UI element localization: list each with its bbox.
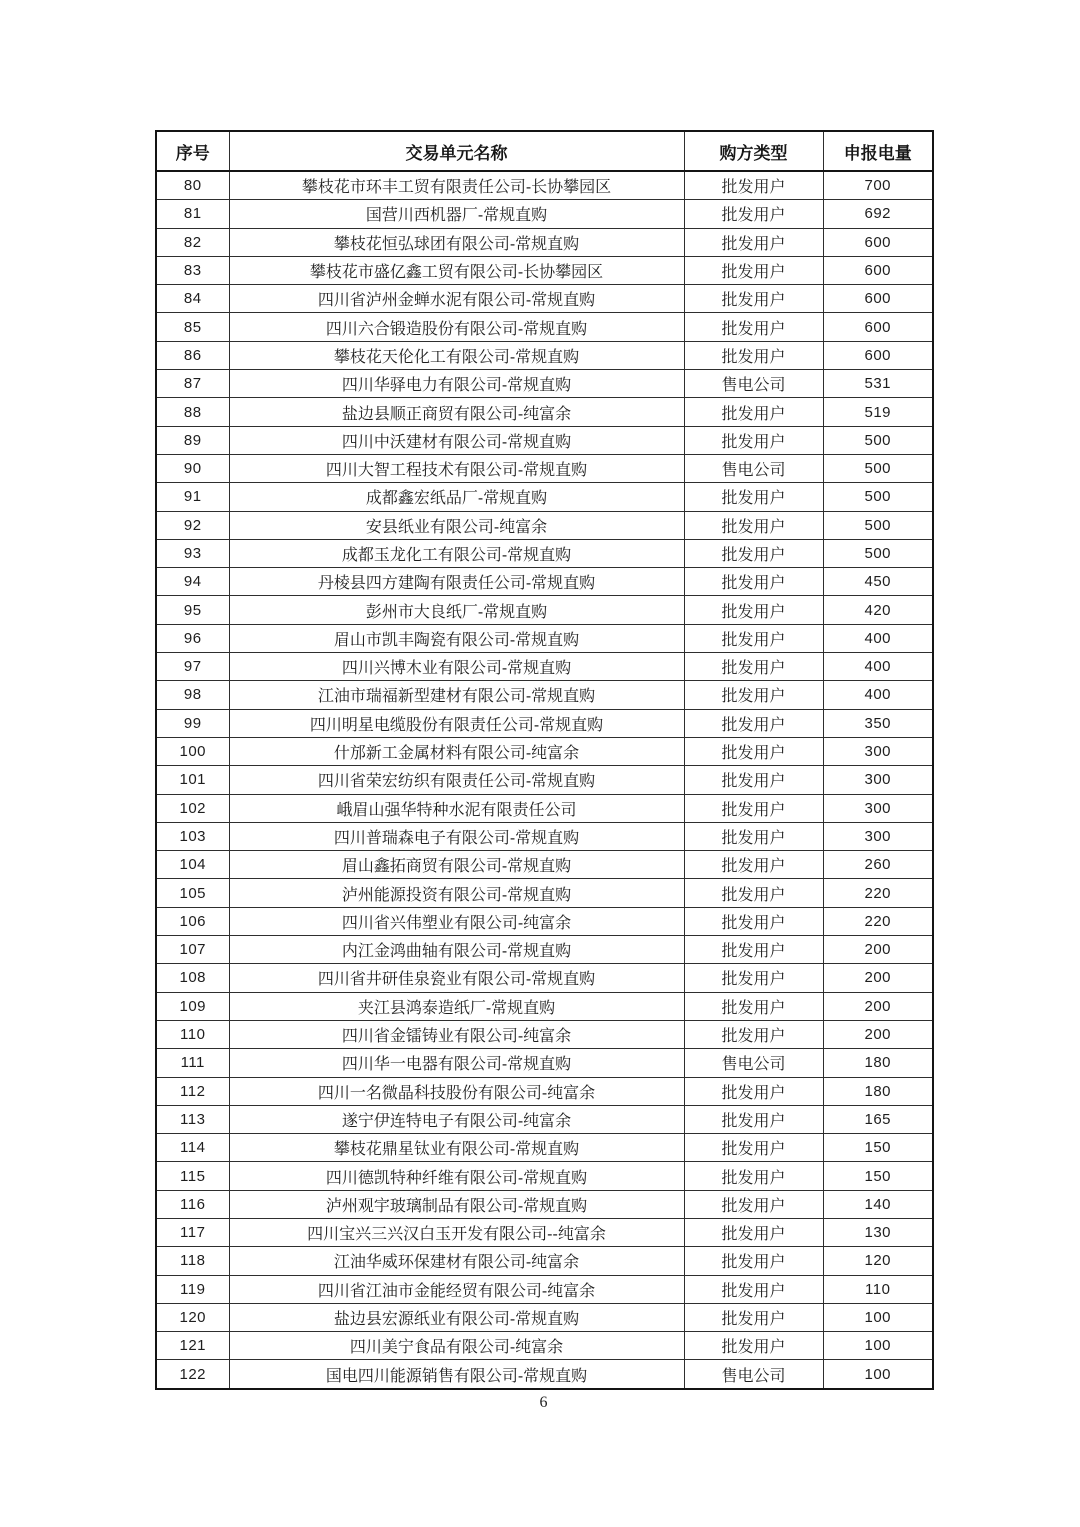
table-row [156, 1190, 933, 1218]
cell-buyer-type: 批发用户 [684, 794, 823, 822]
table-row [156, 596, 933, 624]
table-row [156, 737, 933, 765]
cell-unit-name: 攀枝花天伦化工有限公司-常规直购 [229, 341, 684, 369]
cell-serial: 101 [156, 766, 229, 794]
cell-declared-qty: 300 [823, 737, 933, 765]
cell-declared-qty: 100 [823, 1332, 933, 1360]
cell-buyer-type: 批发用户 [684, 228, 823, 256]
cell-buyer-type: 批发用户 [684, 936, 823, 964]
table-row [156, 1247, 933, 1275]
cell-declared-qty: 200 [823, 1020, 933, 1048]
cell-declared-qty: 600 [823, 341, 933, 369]
cell-buyer-type: 批发用户 [684, 1332, 823, 1360]
cell-unit-name: 四川省兴伟塑业有限公司-纯富余 [229, 907, 684, 935]
column-header-unit-name: 交易单元名称 [229, 131, 684, 171]
cell-declared-qty: 519 [823, 398, 933, 426]
cell-buyer-type: 批发用户 [684, 1020, 823, 1048]
cell-unit-name: 四川中沃建材有限公司-常规直购 [229, 426, 684, 454]
table-row [156, 964, 933, 992]
table-row [156, 851, 933, 879]
cell-declared-qty: 130 [823, 1218, 933, 1246]
table-row [156, 709, 933, 737]
cell-declared-qty: 200 [823, 936, 933, 964]
cell-serial: 87 [156, 370, 229, 398]
table-row [156, 1105, 933, 1133]
cell-buyer-type: 批发用户 [684, 1190, 823, 1218]
cell-unit-name: 攀枝花恒弘球团有限公司-常规直购 [229, 228, 684, 256]
cell-serial: 113 [156, 1105, 229, 1133]
cell-serial: 96 [156, 624, 229, 652]
table-row [156, 1303, 933, 1331]
table-row [156, 313, 933, 341]
cell-unit-name: 四川美宁食品有限公司-纯富余 [229, 1332, 684, 1360]
cell-declared-qty: 500 [823, 511, 933, 539]
table-row [156, 1162, 933, 1190]
cell-unit-name: 攀枝花鼎星钛业有限公司-常规直购 [229, 1134, 684, 1162]
cell-declared-qty: 180 [823, 1077, 933, 1105]
cell-serial: 105 [156, 879, 229, 907]
cell-declared-qty: 350 [823, 709, 933, 737]
table-row [156, 285, 933, 313]
table-row [156, 454, 933, 482]
table-row [156, 936, 933, 964]
cell-serial: 116 [156, 1190, 229, 1218]
table-row [156, 568, 933, 596]
cell-buyer-type: 批发用户 [684, 1105, 823, 1133]
table-row [156, 653, 933, 681]
cell-unit-name: 成都鑫宏纸品厂-常规直购 [229, 483, 684, 511]
cell-declared-qty: 120 [823, 1247, 933, 1275]
table-header-row [156, 131, 933, 171]
table-row [156, 483, 933, 511]
cell-buyer-type: 批发用户 [684, 313, 823, 341]
cell-unit-name: 峨眉山强华特种水泥有限责任公司 [229, 794, 684, 822]
cell-serial: 102 [156, 794, 229, 822]
table-row [156, 879, 933, 907]
cell-buyer-type: 售电公司 [684, 370, 823, 398]
cell-buyer-type: 批发用户 [684, 398, 823, 426]
cell-declared-qty: 600 [823, 256, 933, 284]
cell-unit-name: 国电四川能源销售有限公司-常规直购 [229, 1360, 684, 1389]
cell-serial: 107 [156, 936, 229, 964]
cell-declared-qty: 500 [823, 483, 933, 511]
cell-unit-name: 四川明星电缆股份有限责任公司-常规直购 [229, 709, 684, 737]
cell-unit-name: 国营川西机器厂-常规直购 [229, 200, 684, 228]
cell-unit-name: 四川省荣宏纺织有限责任公司-常规直购 [229, 766, 684, 794]
cell-serial: 93 [156, 539, 229, 567]
table-row [156, 1360, 933, 1389]
table-row [156, 822, 933, 850]
cell-declared-qty: 600 [823, 228, 933, 256]
table-row [156, 1049, 933, 1077]
table-row [156, 992, 933, 1020]
cell-declared-qty: 165 [823, 1105, 933, 1133]
table-row [156, 1134, 933, 1162]
cell-declared-qty: 300 [823, 766, 933, 794]
table-row [156, 624, 933, 652]
cell-serial: 85 [156, 313, 229, 341]
table-row [156, 681, 933, 709]
cell-buyer-type: 批发用户 [684, 766, 823, 794]
cell-serial: 110 [156, 1020, 229, 1048]
cell-buyer-type: 批发用户 [684, 681, 823, 709]
cell-buyer-type: 批发用户 [684, 879, 823, 907]
table-row [156, 1020, 933, 1048]
cell-serial: 118 [156, 1247, 229, 1275]
cell-serial: 119 [156, 1275, 229, 1303]
cell-unit-name: 泸州能源投资有限公司-常规直购 [229, 879, 684, 907]
cell-unit-name: 彭州市大良纸厂-常规直购 [229, 596, 684, 624]
cell-serial: 86 [156, 341, 229, 369]
cell-buyer-type: 批发用户 [684, 1303, 823, 1331]
cell-buyer-type: 批发用户 [684, 992, 823, 1020]
table-row [156, 398, 933, 426]
cell-unit-name: 什邡新工金属材料有限公司-纯富余 [229, 737, 684, 765]
table-row [156, 426, 933, 454]
cell-serial: 83 [156, 256, 229, 284]
cell-unit-name: 江油市瑞福新型建材有限公司-常规直购 [229, 681, 684, 709]
cell-buyer-type: 售电公司 [684, 1360, 823, 1389]
cell-declared-qty: 180 [823, 1049, 933, 1077]
cell-declared-qty: 400 [823, 624, 933, 652]
cell-unit-name: 安县纸业有限公司-纯富余 [229, 511, 684, 539]
cell-declared-qty: 150 [823, 1134, 933, 1162]
cell-buyer-type: 批发用户 [684, 1218, 823, 1246]
cell-serial: 80 [156, 171, 229, 200]
declaration-volume-table [155, 130, 934, 1390]
cell-buyer-type: 批发用户 [684, 709, 823, 737]
cell-serial: 98 [156, 681, 229, 709]
cell-unit-name: 成都玉龙化工有限公司-常规直购 [229, 539, 684, 567]
table-row [156, 200, 933, 228]
cell-serial: 117 [156, 1218, 229, 1246]
cell-buyer-type: 售电公司 [684, 1049, 823, 1077]
cell-serial: 91 [156, 483, 229, 511]
cell-buyer-type: 批发用户 [684, 907, 823, 935]
table-row [156, 539, 933, 567]
cell-buyer-type: 批发用户 [684, 851, 823, 879]
cell-unit-name: 四川省泸州金蝉水泥有限公司-常规直购 [229, 285, 684, 313]
cell-declared-qty: 140 [823, 1190, 933, 1218]
table-row [156, 1332, 933, 1360]
cell-serial: 90 [156, 454, 229, 482]
cell-serial: 114 [156, 1134, 229, 1162]
cell-unit-name: 四川华一电器有限公司-常规直购 [229, 1049, 684, 1077]
cell-serial: 108 [156, 964, 229, 992]
cell-buyer-type: 批发用户 [684, 1077, 823, 1105]
cell-buyer-type: 批发用户 [684, 1247, 823, 1275]
cell-serial: 84 [156, 285, 229, 313]
cell-buyer-type: 批发用户 [684, 1275, 823, 1303]
table-row [156, 171, 933, 200]
cell-serial: 120 [156, 1303, 229, 1331]
cell-unit-name: 四川一名微晶科技股份有限公司-纯富余 [229, 1077, 684, 1105]
table-row [156, 370, 933, 398]
cell-declared-qty: 220 [823, 879, 933, 907]
cell-serial: 112 [156, 1077, 229, 1105]
table-row [156, 341, 933, 369]
table-row [156, 1218, 933, 1246]
cell-declared-qty: 260 [823, 851, 933, 879]
cell-declared-qty: 692 [823, 200, 933, 228]
cell-buyer-type: 批发用户 [684, 285, 823, 313]
cell-buyer-type: 批发用户 [684, 171, 823, 200]
cell-buyer-type: 批发用户 [684, 483, 823, 511]
cell-declared-qty: 150 [823, 1162, 933, 1190]
cell-unit-name: 内江金鸿曲轴有限公司-常规直购 [229, 936, 684, 964]
cell-unit-name: 眉山市凯丰陶瓷有限公司-常规直购 [229, 624, 684, 652]
cell-unit-name: 江油华威环保建材有限公司-纯富余 [229, 1247, 684, 1275]
cell-unit-name: 四川兴博木业有限公司-常规直购 [229, 653, 684, 681]
table-row [156, 1077, 933, 1105]
table-row [156, 228, 933, 256]
cell-declared-qty: 500 [823, 539, 933, 567]
cell-buyer-type: 批发用户 [684, 822, 823, 850]
cell-buyer-type: 批发用户 [684, 624, 823, 652]
cell-serial: 89 [156, 426, 229, 454]
cell-unit-name: 盐边县宏源纸业有限公司-常规直购 [229, 1303, 684, 1331]
cell-serial: 97 [156, 653, 229, 681]
cell-buyer-type: 批发用户 [684, 596, 823, 624]
column-header-buyer-type: 购方类型 [684, 131, 823, 171]
cell-buyer-type: 批发用户 [684, 1162, 823, 1190]
cell-buyer-type: 批发用户 [684, 256, 823, 284]
column-header-serial: 序号 [156, 131, 229, 171]
cell-declared-qty: 220 [823, 907, 933, 935]
cell-serial: 104 [156, 851, 229, 879]
cell-declared-qty: 300 [823, 794, 933, 822]
cell-declared-qty: 500 [823, 426, 933, 454]
cell-buyer-type: 批发用户 [684, 341, 823, 369]
cell-serial: 94 [156, 568, 229, 596]
column-header-declared-qty: 申报电量 [823, 131, 933, 171]
cell-serial: 103 [156, 822, 229, 850]
cell-declared-qty: 100 [823, 1303, 933, 1331]
cell-serial: 109 [156, 992, 229, 1020]
cell-buyer-type: 批发用户 [684, 653, 823, 681]
page-number: 6 [539, 1394, 548, 1411]
cell-unit-name: 攀枝花市盛亿鑫工贸有限公司-长协攀园区 [229, 256, 684, 284]
cell-unit-name: 四川德凯特种纤维有限公司-常规直购 [229, 1162, 684, 1190]
cell-serial: 95 [156, 596, 229, 624]
cell-serial: 122 [156, 1360, 229, 1389]
cell-buyer-type: 批发用户 [684, 426, 823, 454]
table-row [156, 794, 933, 822]
cell-buyer-type: 批发用户 [684, 200, 823, 228]
cell-buyer-type: 批发用户 [684, 1134, 823, 1162]
table-row [156, 1275, 933, 1303]
cell-unit-name: 四川省江油市金能经贸有限公司-纯富余 [229, 1275, 684, 1303]
cell-unit-name: 泸州观宇玻璃制品有限公司-常规直购 [229, 1190, 684, 1218]
cell-serial: 88 [156, 398, 229, 426]
cell-serial: 82 [156, 228, 229, 256]
cell-buyer-type: 批发用户 [684, 737, 823, 765]
cell-unit-name: 盐边县顺正商贸有限公司-纯富余 [229, 398, 684, 426]
cell-serial: 100 [156, 737, 229, 765]
table-row [156, 256, 933, 284]
cell-unit-name: 四川省井研佳泉瓷业有限公司-常规直购 [229, 964, 684, 992]
cell-declared-qty: 300 [823, 822, 933, 850]
cell-declared-qty: 600 [823, 313, 933, 341]
cell-declared-qty: 400 [823, 681, 933, 709]
cell-declared-qty: 110 [823, 1275, 933, 1303]
cell-serial: 121 [156, 1332, 229, 1360]
cell-declared-qty: 400 [823, 653, 933, 681]
cell-unit-name: 丹棱县四方建陶有限责任公司-常规直购 [229, 568, 684, 596]
table-row [156, 907, 933, 935]
cell-declared-qty: 100 [823, 1360, 933, 1389]
cell-unit-name: 眉山鑫拓商贸有限公司-常规直购 [229, 851, 684, 879]
cell-declared-qty: 500 [823, 454, 933, 482]
cell-unit-name: 四川省金镭铸业有限公司-纯富余 [229, 1020, 684, 1048]
cell-serial: 92 [156, 511, 229, 539]
cell-buyer-type: 批发用户 [684, 964, 823, 992]
cell-unit-name: 四川六合锻造股份有限公司-常规直购 [229, 313, 684, 341]
cell-unit-name: 攀枝花市环丰工贸有限责任公司-长协攀园区 [229, 171, 684, 200]
cell-declared-qty: 531 [823, 370, 933, 398]
cell-declared-qty: 700 [823, 171, 933, 200]
cell-declared-qty: 450 [823, 568, 933, 596]
cell-serial: 99 [156, 709, 229, 737]
cell-serial: 81 [156, 200, 229, 228]
cell-unit-name: 遂宁伊连特电子有限公司-纯富余 [229, 1105, 684, 1133]
cell-serial: 106 [156, 907, 229, 935]
cell-unit-name: 四川宝兴三兴汉白玉开发有限公司--纯富余 [229, 1218, 684, 1246]
cell-declared-qty: 200 [823, 992, 933, 1020]
cell-declared-qty: 200 [823, 964, 933, 992]
cell-buyer-type: 批发用户 [684, 539, 823, 567]
cell-buyer-type: 批发用户 [684, 568, 823, 596]
cell-buyer-type: 售电公司 [684, 454, 823, 482]
cell-buyer-type: 批发用户 [684, 511, 823, 539]
cell-unit-name: 夹江县鸿泰造纸厂-常规直购 [229, 992, 684, 1020]
cell-unit-name: 四川普瑞森电子有限公司-常规直购 [229, 822, 684, 850]
table-row [156, 766, 933, 794]
cell-serial: 111 [156, 1049, 229, 1077]
table-row [156, 511, 933, 539]
cell-serial: 115 [156, 1162, 229, 1190]
cell-unit-name: 四川华驿电力有限公司-常规直购 [229, 370, 684, 398]
cell-unit-name: 四川大智工程技术有限公司-常规直购 [229, 454, 684, 482]
cell-declared-qty: 420 [823, 596, 933, 624]
cell-declared-qty: 600 [823, 285, 933, 313]
